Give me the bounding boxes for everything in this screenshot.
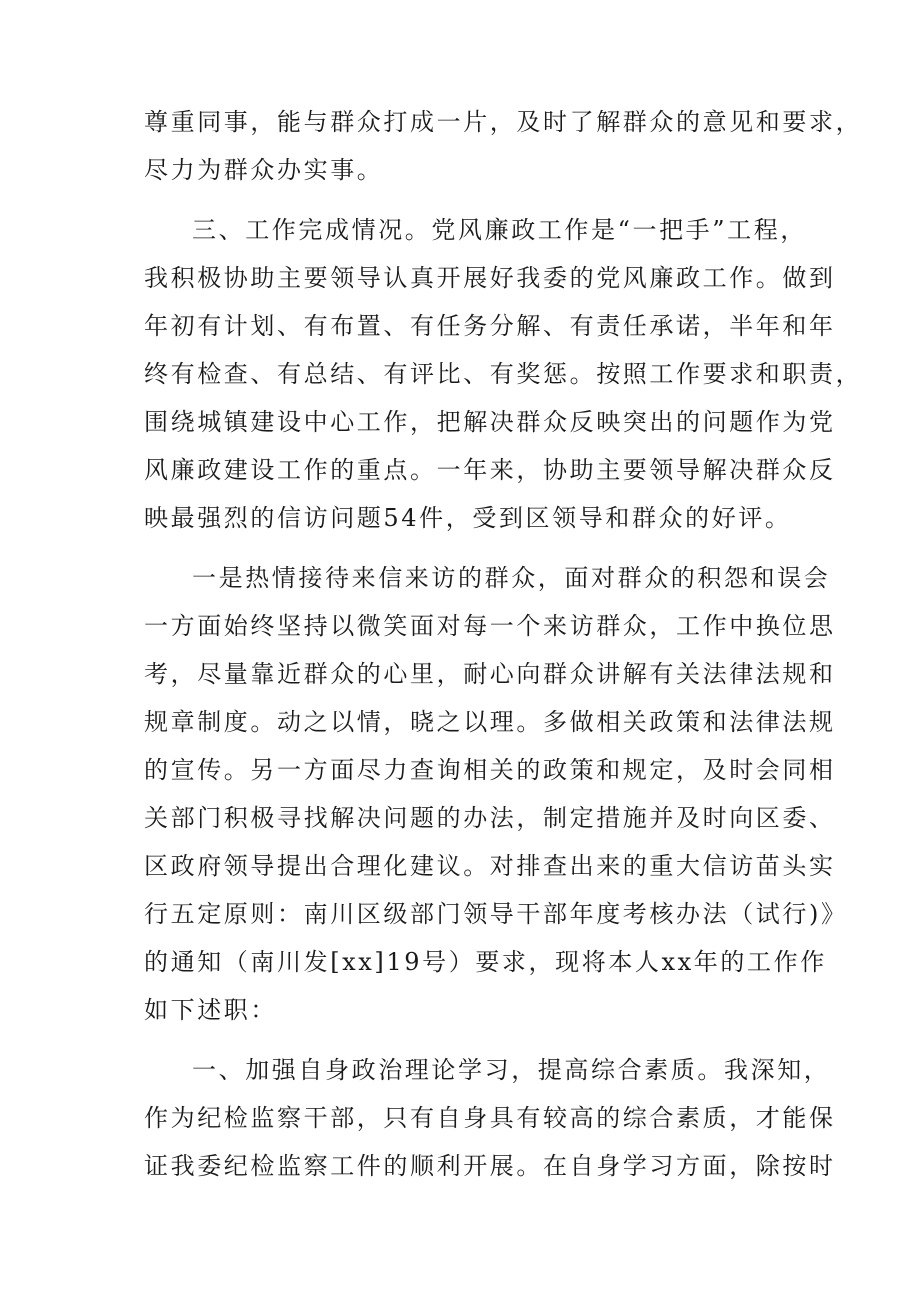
paragraph-1 [144,98,863,194]
text-line: 三、工作完成情况。党风廉政工作是“一把手”工程， [192,216,807,244]
text-line: 尊重同事，能与群众打成一片，及时了解群众的意见和要求， [144,108,863,136]
paragraph-2 [144,206,863,542]
text-line: 行五定原则：南川区级部门领导干部年度考核办法（试行)》 [144,900,848,928]
text-line: 区政府领导提出合理化建议。对排查出来的重大信访苗头实 [144,852,836,880]
text-line: 围绕城镇建设中心工作，把解决群众反映突出的问题作为党 [144,408,836,436]
text-line: 我积极协助主要领导认真开展好我委的党风廉政工作。做到 [144,264,836,292]
text-line: 一、加强自身政治理论学习，提高综合素质。我深知， [192,1056,831,1084]
paragraph-4 [144,1046,836,1190]
document-body [144,98,863,1190]
text-line: 的宣传。另一方面尽力查询相关的政策和规定，及时会同相 [144,756,836,784]
text-line: 作为纪检监察干部，只有自身具有较高的综合素质，才能保 [144,1104,836,1132]
text-line: 终有检查、有总结、有评比、有奖惩。按照工作要求和职责， [144,360,863,388]
text-line: 规章制度。动之以情，晓之以理。多做相关政策和法律法规 [144,708,836,736]
text-line: 一方面始终坚持以微笑面对每一个来访群众，工作中换位思 [144,612,836,640]
text-line: 的通知（南川发[xx]19号）要求，现将本人xx年的工作作 [144,948,827,976]
text-line: 尽力为群众办实事。 [144,156,384,184]
paragraph-3 [144,554,848,1034]
text-line: 一是热情接待来信来访的群众，面对群众的积怨和误会 [192,564,831,592]
text-line: 证我委纪检监察工件的顺利开展。在自身学习方面，除按时 [144,1152,836,1180]
text-line: 考，尽量靠近群众的心里，耐心向群众讲解有关法律法规和 [144,660,836,688]
text-line: 映最强烈的信访问题54件，受到区领导和群众的好评。 [144,504,792,532]
text-line: 如下述职： [144,996,277,1024]
text-line: 风廉政建设工作的重点。一年来，协助主要领导解决群众反 [144,456,836,484]
text-line: 年初有计划、有布置、有任务分解、有责任承诺，半年和年 [144,312,836,340]
text-line: 关部门积极寻找解决问题的办法，制定措施并及时向区委、 [144,804,836,832]
